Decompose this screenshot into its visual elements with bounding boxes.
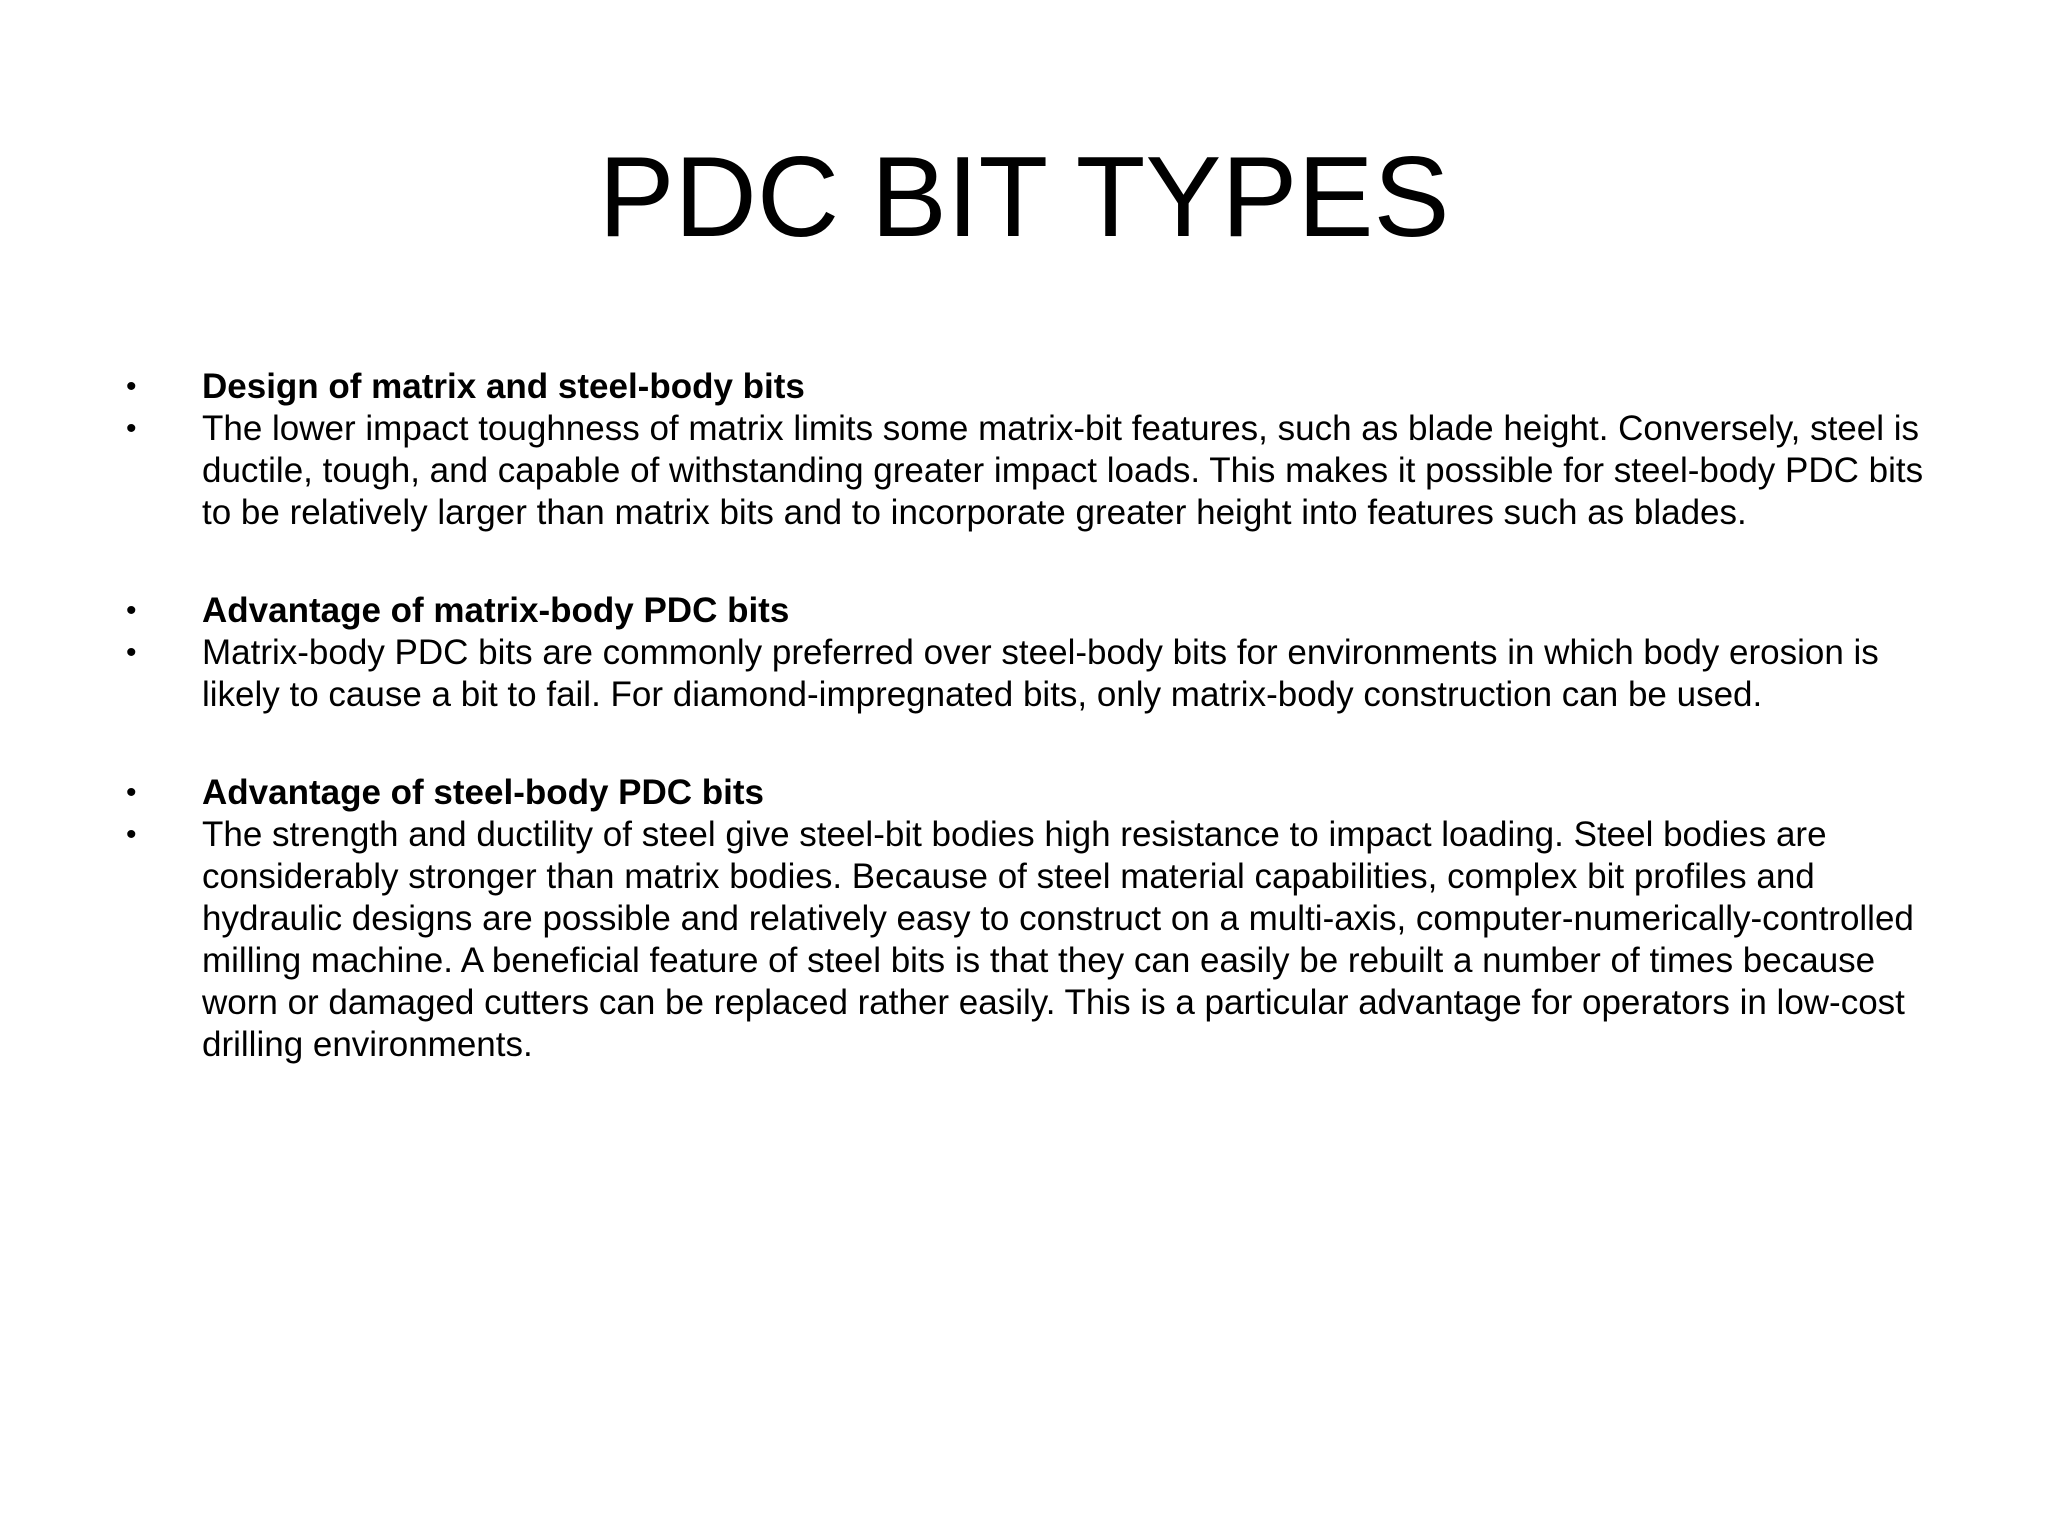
section-steel-advantage — [120, 772, 1960, 1066]
slide-title: PDC BIT TYPES — [598, 134, 1450, 261]
bullet-item-heading — [120, 366, 1960, 408]
bullet-icon: • — [126, 594, 137, 627]
bullet-icon: • — [126, 370, 137, 403]
bullet-icon: • — [126, 636, 137, 669]
section-body: The strength and ductility of steel give steel-bit bodies high resistance to impact loading. Steel bodies are considerably stronger than matrix bodies. Because of steel material capabilities, complex bit profiles and hydraulic designs are possible and relatively easy to construct on a multi-axis, computer-numerically-controlled milling machine. A beneficial feature of steel bits is that they can easily be rebuilt a number of times because worn or damaged cutters can be replaced rather easily. This is a particular advantage for operators in low-cost drilling environments. — [202, 815, 1914, 1064]
section-matrix-advantage — [120, 590, 1960, 716]
slide-content — [120, 366, 1960, 1122]
bullet-item-heading — [120, 590, 1960, 632]
bullet-item-heading — [120, 772, 1960, 814]
bullet-icon: • — [126, 412, 137, 445]
bullet-item-body — [120, 632, 1960, 716]
section-heading: Design of matrix and steel-body bits — [202, 367, 805, 406]
section-heading: Advantage of matrix-body PDC bits — [202, 591, 790, 630]
section-body: Matrix-body PDC bits are commonly preferred over steel-body bits for environments in which body erosion is likely to cause a bit to fail. For diamond-impregnated bits, only matrix-body construction can be used. — [202, 633, 1879, 714]
section-design — [120, 366, 1960, 534]
bullet-icon: • — [126, 818, 137, 851]
bullet-item-body — [120, 814, 1960, 1066]
bullet-icon: • — [126, 776, 137, 809]
section-body: The lower impact toughness of matrix limits some matrix-bit features, such as blade height. Conversely, steel is ductile, tough, and capable of withstanding greater impact loads. This makes it possible for steel-body PDC bits to be relatively larger than matrix bits and to incorporate greater height into features such as blades. — [202, 409, 1924, 532]
bullet-item-body — [120, 408, 1960, 534]
section-heading: Advantage of steel-body PDC bits — [202, 773, 765, 812]
